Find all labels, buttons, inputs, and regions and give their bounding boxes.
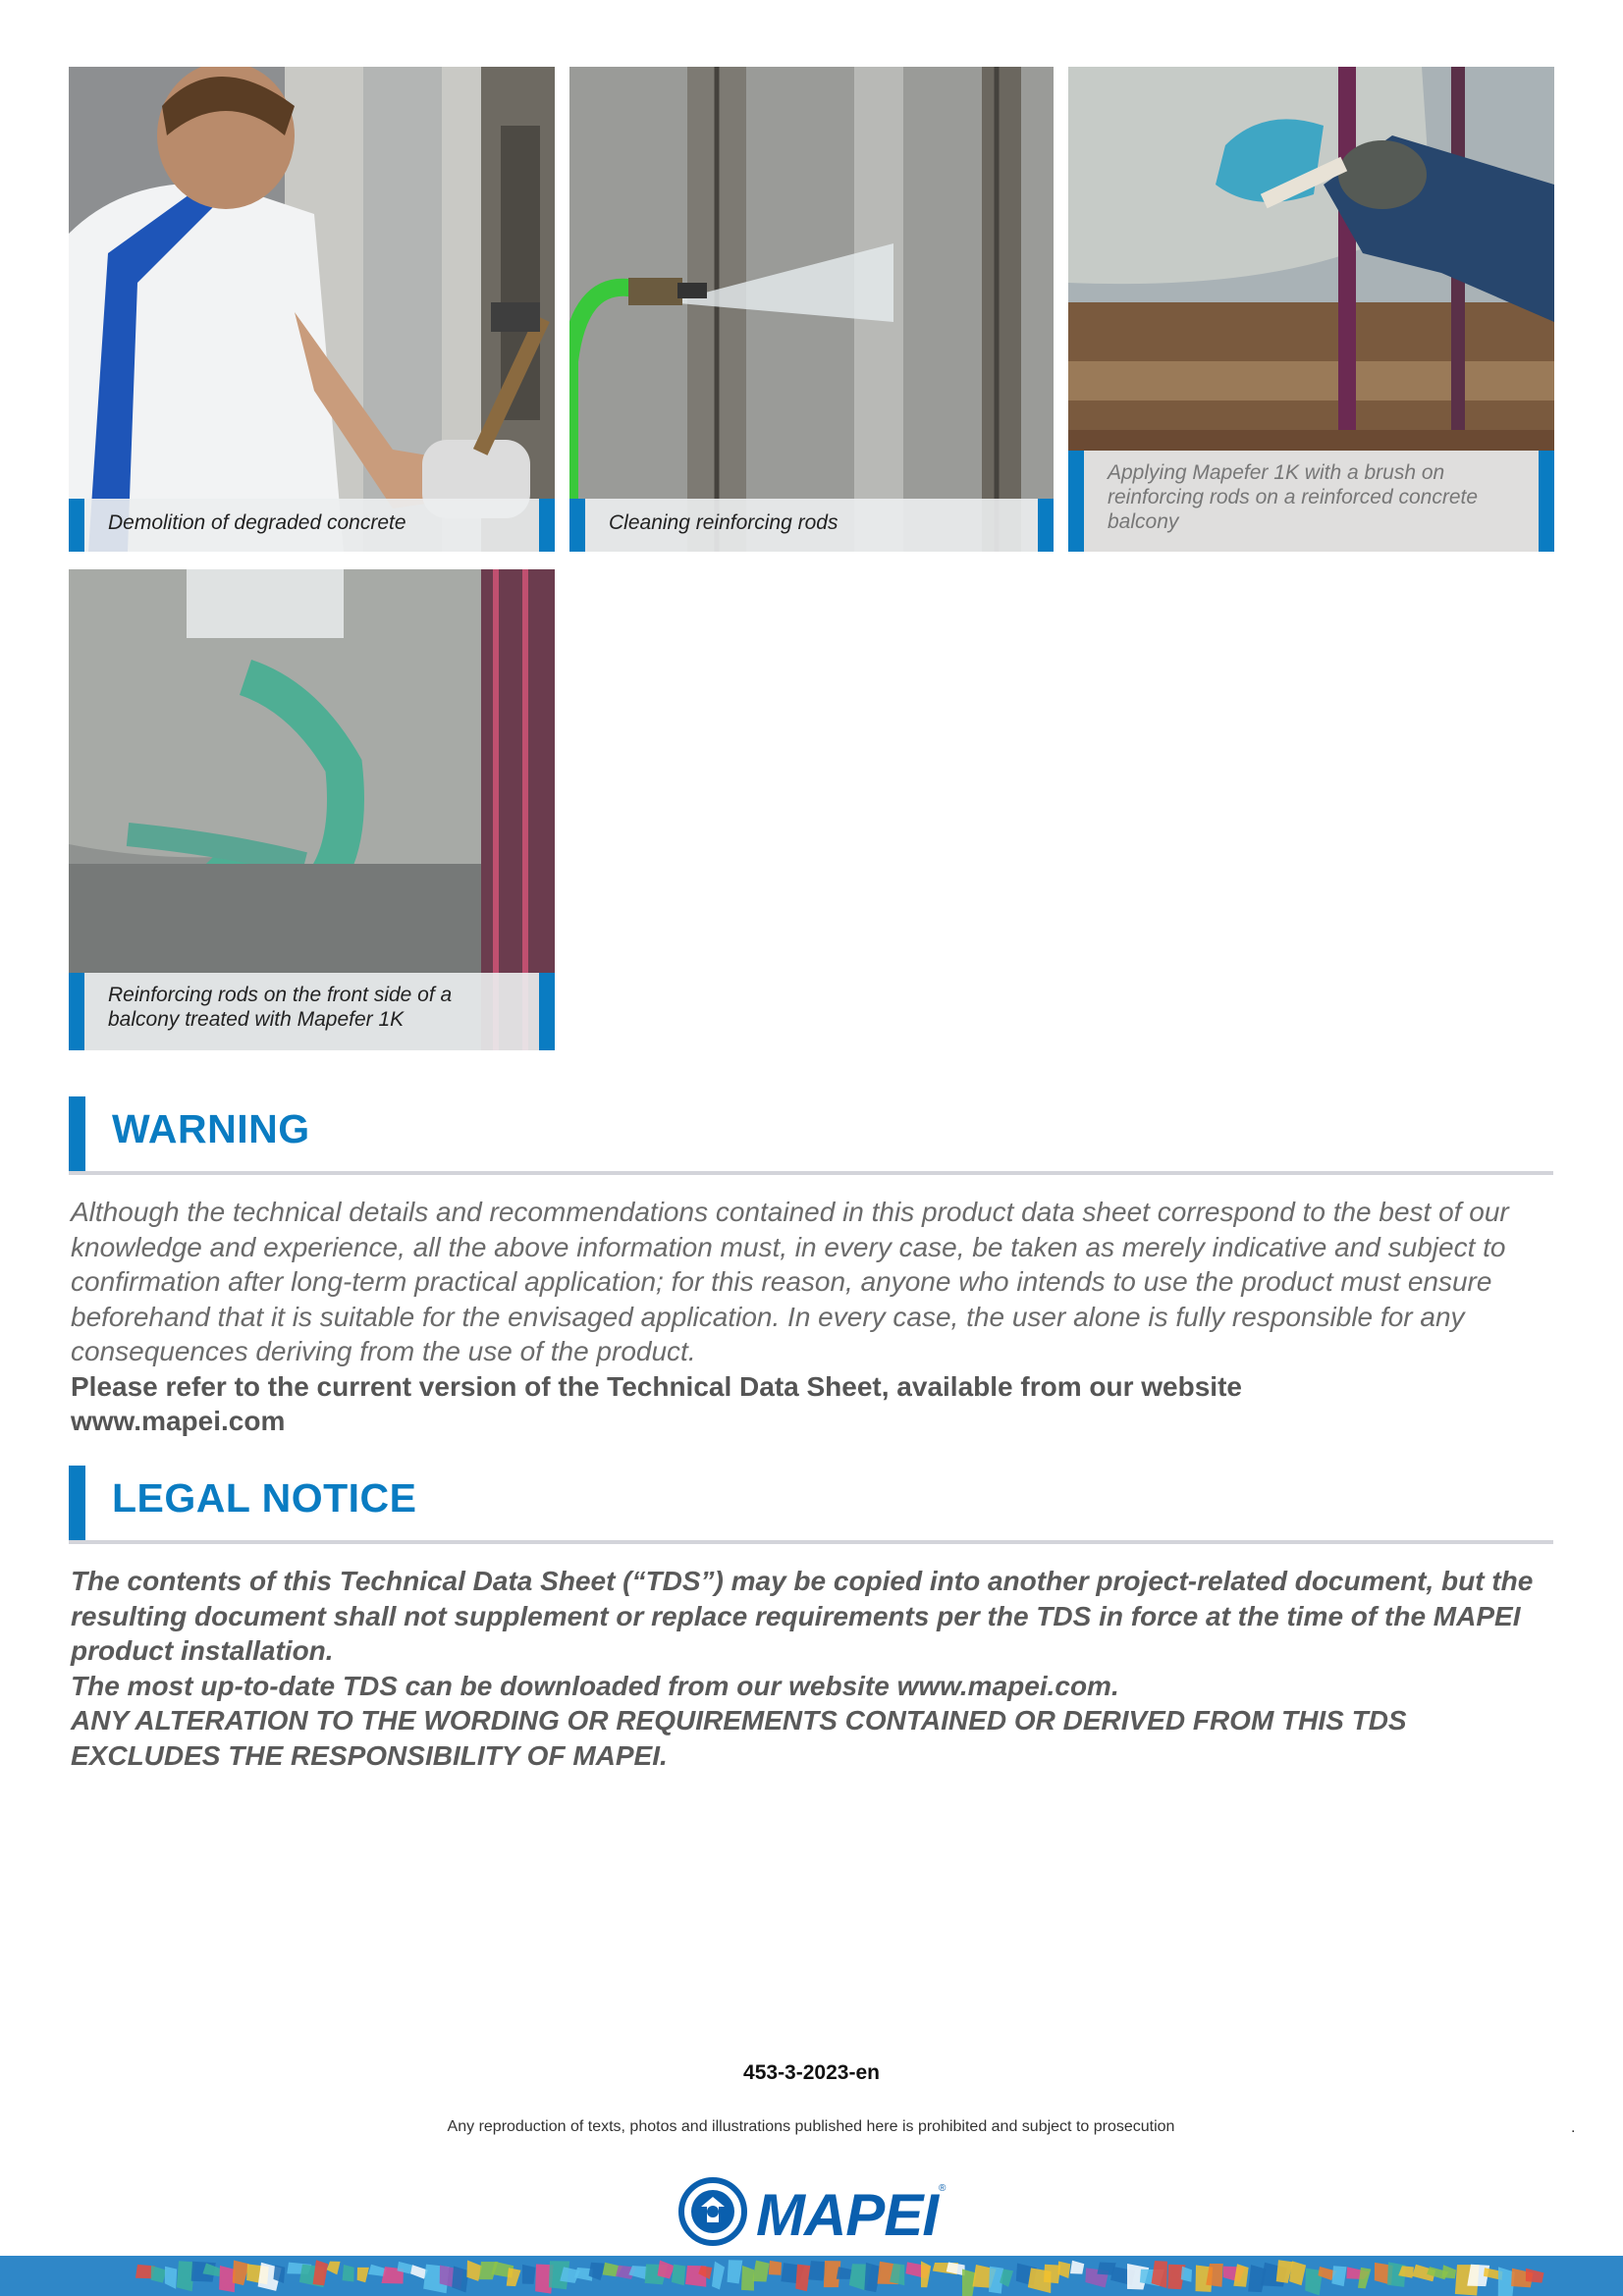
photo-caption: Reinforcing rods on the front side of a balcony treated with Mapefer 1K	[69, 973, 555, 1050]
photo-caption: Demolition of degraded concrete	[69, 499, 555, 552]
mosaic-tile	[672, 2265, 685, 2286]
mosaic-tile	[343, 2265, 354, 2282]
legal-block	[71, 1564, 1543, 1773]
warning-refer: Please refer to the current version of the Technical Data Sheet, available from our website www.mapei.com	[71, 1370, 1242, 1436]
legal-paragraph-1: The contents of this Technical Data Sheet (“TDS”) may be copied into another project-related document, but the resulting document shall not supplement or replace requirements per the TDS in force at the time of the MAPEI product installation.	[71, 1566, 1534, 1666]
photo-rods-treated	[69, 569, 555, 1050]
legal-heading	[69, 1466, 1553, 1544]
document-reference: 453-3-2023-en	[743, 2061, 880, 2084]
mosaic-tile	[741, 2266, 754, 2291]
footer-dot: .	[1571, 2119, 1576, 2136]
photo-cleaning	[569, 67, 1054, 552]
reproduction-notice: Any reproduction of texts, photos and illustrations published here is prohibited and subject to prosecution	[447, 2118, 1175, 2135]
mosaic-tile	[769, 2261, 782, 2275]
heading-accent-bar	[69, 1466, 85, 1540]
legal-paragraph-2: The most up-to-date TDS can be downloaded from our website www.mapei.com.	[71, 1670, 1119, 1701]
heading-accent-bar	[69, 1096, 85, 1171]
mosaic-footer-band	[0, 2256, 1623, 2296]
photo-caption: Cleaning reinforcing rods	[569, 499, 1054, 552]
warning-title: WARNING	[112, 1106, 310, 1151]
legal-paragraph-3: ANY ALTERATION TO THE WORDING OR REQUIREMENTS CONTAINED OR DERIVED FROM THIS TDS EXCLUDES THE RESPONSIBILITY OF MAPEI.	[71, 1705, 1407, 1771]
cleaning-image	[569, 67, 1054, 552]
warning-body: Although the technical details and recommendations contained in this product data sheet correspond to the best of our knowledge and experience, all the above information must, in every case, be taken as merely indicative and subject to confirmation after long-term practical application; for this reason, anyone who intends to use the product must ensure beforehand that it is suitable for the envisaged application. In every case, the user alone is fully responsible for any consequences deriving from the use of the product.	[71, 1197, 1509, 1366]
demolition-image	[69, 67, 555, 552]
photo-demolition	[69, 67, 555, 552]
legal-title: LEGAL NOTICE	[112, 1475, 417, 1521]
photo-applying	[1068, 67, 1554, 552]
mosaic-tile	[522, 2265, 536, 2284]
warning-block	[71, 1195, 1563, 1439]
logo-wordmark: MAPEI	[756, 2182, 939, 2248]
photo-caption: Applying Mapefer 1K with a brush on reinforcing rods on a reinforced concrete balcony	[1068, 451, 1554, 552]
mapei-logo	[676, 2177, 947, 2246]
warning-heading	[69, 1096, 1553, 1175]
mapei-emblem-icon	[676, 2177, 754, 2246]
logo-registered: ®	[939, 2183, 947, 2194]
